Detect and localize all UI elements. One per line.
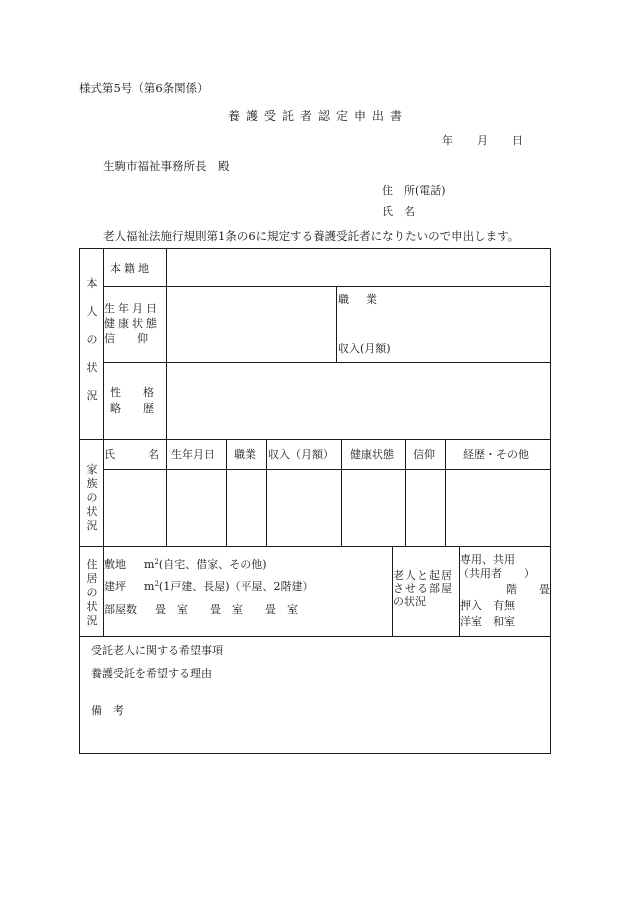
- room-option-closet: 押入 有無: [460, 599, 515, 612]
- family-col-faith: 信仰: [413, 448, 435, 461]
- history-label: 略 歴: [110, 402, 154, 415]
- family-col-birth: 生年月日: [171, 448, 215, 461]
- family-col-health: 健康状態: [350, 448, 394, 461]
- room-option-style: 洋室 和室: [460, 615, 515, 628]
- rooms-row: [104, 603, 298, 616]
- addressee: 生駒市福祉事務所長 殿: [103, 159, 230, 173]
- reason-label: 養護受託を希望する理由: [91, 667, 212, 680]
- site-detail: (自宅、借家、その他): [158, 558, 267, 571]
- faith-label: 信 仰: [104, 332, 148, 345]
- date-month: 月: [477, 134, 488, 147]
- income-label: 収入(月額): [338, 342, 391, 355]
- birthdate-label: 生年月日: [104, 302, 160, 315]
- honseki-label: 本籍地: [110, 262, 152, 275]
- health-label: 健康状態: [104, 317, 160, 330]
- rooms-label: 部屋数: [104, 603, 137, 616]
- family-status-heading: 家 族 の 状 況: [86, 463, 98, 532]
- remarks-label: 備 考: [91, 704, 124, 717]
- family-col-name: 氏 名: [104, 448, 159, 461]
- family-col-occupation: 職業: [234, 448, 256, 461]
- family-col-other: 経歴・その他: [463, 448, 529, 461]
- building-row: 建坪 $m^2(1$戸建、長屋)（平屋、2階建）: [104, 580, 314, 593]
- rooms-detail: 畳 室 畳 室 畳 室: [155, 603, 298, 616]
- room-option-shared: 専用、共用: [460, 553, 515, 566]
- occupation-label: 職 業: [338, 293, 380, 306]
- housing-status-heading: 住 居 の 状 況: [86, 558, 98, 627]
- form-number: 様式第5号（第6条関係）: [79, 81, 209, 95]
- building-label: 建坪: [104, 580, 126, 593]
- building-detail: (1戸建、長屋)（平屋、2階建）: [158, 580, 314, 593]
- date-year: 年: [442, 134, 453, 147]
- wishes-label: 受託老人に関する希望事項: [91, 644, 223, 657]
- character-label: 性 格: [110, 386, 154, 399]
- room-option-floor: 階 畳: [506, 583, 550, 596]
- date-day: 日: [512, 134, 523, 147]
- address-label: 住 所(電話): [382, 184, 446, 197]
- site-row: 敷地 $m^2$(自宅、借家、その他): [104, 558, 267, 571]
- body-text: 老人福祉法施行規則第1条の6に規定する養護受託者になりたいので申出します。: [103, 229, 520, 243]
- site-label: 敷地: [104, 558, 126, 571]
- name-label: 氏 名: [382, 205, 415, 218]
- page-title: 養護受託者認定申出書: [228, 109, 409, 123]
- self-status-heading: 本 人 の 状 況: [86, 277, 98, 402]
- elder-room-label: 老人と起居 させる部屋 の状況: [393, 569, 453, 608]
- application-form: [79, 248, 551, 754]
- room-option-cohabitant: （共用者 ）: [458, 567, 535, 580]
- family-col-income: 収入（月額）: [268, 448, 334, 461]
